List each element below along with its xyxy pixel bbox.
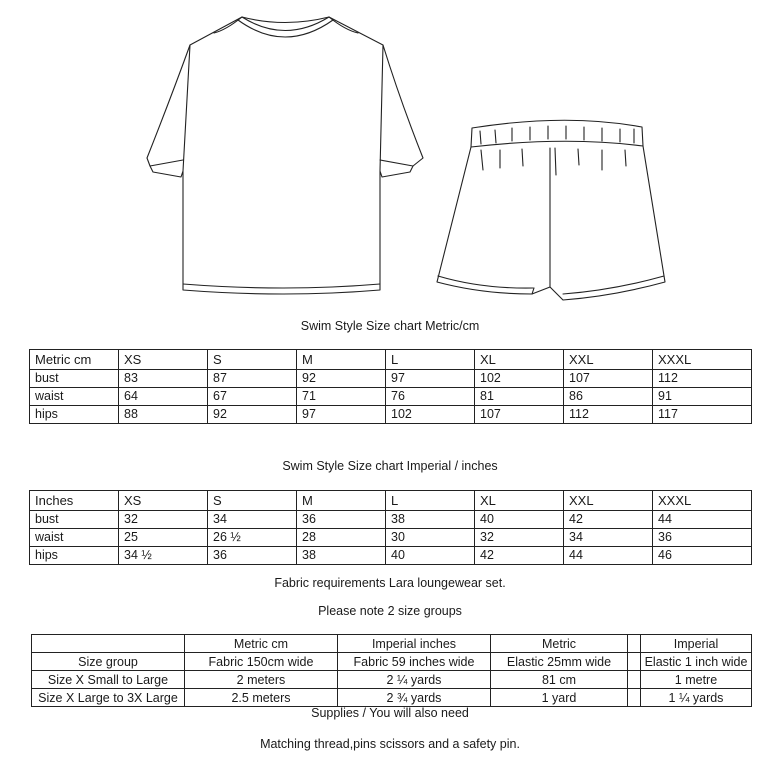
table-cell: 2 ¾ yards [338,689,491,707]
table-cell: 76 [386,388,475,406]
table-header-cell: XS [119,491,208,511]
table-cell: 36 [208,547,297,565]
table-cell [628,671,641,689]
table-header-cell: XXL [564,350,653,370]
table-cell: hips [30,406,119,424]
table-header-cell: Metric cm [185,635,338,653]
table-cell: waist [30,529,119,547]
table-cell: 112 [653,370,752,388]
table-cell: 97 [297,406,386,424]
table-cell: 28 [297,529,386,547]
table-cell: 81 cm [491,671,628,689]
table-cell: Elastic 1 inch wide [641,653,752,671]
table-row [32,653,752,671]
metric-size-table [29,349,752,424]
table-header-cell: XL [475,350,564,370]
table-cell: 112 [564,406,653,424]
table-cell: 1 yard [491,689,628,707]
table-cell: 38 [386,511,475,529]
table-cell: Fabric 150cm wide [185,653,338,671]
table-header-cell: Imperial inches [338,635,491,653]
table-cell: 83 [119,370,208,388]
fabric-requirements-table [31,634,752,707]
table-cell: 34 [208,511,297,529]
table-header-cell: S [208,491,297,511]
table-cell: 87 [208,370,297,388]
table-header-cell: XXXL [653,350,752,370]
table-header-cell: M [297,491,386,511]
table-header-cell: S [208,350,297,370]
table-cell: Fabric 59 inches wide [338,653,491,671]
table-header-row [30,491,752,511]
table-cell: 34 ½ [119,547,208,565]
table-row [32,671,752,689]
table-cell: 71 [297,388,386,406]
table-header-cell: XS [119,350,208,370]
table-header-cell [32,635,185,653]
supplies-text: Matching thread,pins scissors and a safety pin. [260,737,520,751]
table-header-cell: Metric [491,635,628,653]
table-cell: Size X Small to Large [32,671,185,689]
table-cell: 1 ¼ yards [641,689,752,707]
table-cell: 32 [475,529,564,547]
table-cell: 44 [653,511,752,529]
table-cell: 67 [208,388,297,406]
table-cell: 30 [386,529,475,547]
table-cell: 2.5 meters [185,689,338,707]
table-cell: bust [30,511,119,529]
table-cell: 42 [564,511,653,529]
supplies-title: Supplies / You will also need [311,706,469,720]
table-cell: 97 [386,370,475,388]
table-cell: Elastic 25mm wide [491,653,628,671]
table-header-cell: L [386,491,475,511]
table-cell: 42 [475,547,564,565]
fabric-requirements-title: Fabric requirements Lara loungewear set. [274,576,506,590]
table-cell: hips [30,547,119,565]
table-row [30,370,752,388]
table-cell: 81 [475,388,564,406]
table-cell: 34 [564,529,653,547]
table-cell: 64 [119,388,208,406]
table-header-cell: Imperial [641,635,752,653]
table-header-cell: XXXL [653,491,752,511]
table-cell: 25 [119,529,208,547]
table-row [32,689,752,707]
table-header-cell: Metric cm [30,350,119,370]
table-row [30,529,752,547]
table-cell: 107 [475,406,564,424]
table-header-row [30,350,752,370]
table-cell: 1 metre [641,671,752,689]
table-cell: 88 [119,406,208,424]
table-header-cell: L [386,350,475,370]
table-cell: 2 meters [185,671,338,689]
table-cell: 26 ½ [208,529,297,547]
table-cell: 32 [119,511,208,529]
table-cell: 102 [386,406,475,424]
table-cell: Size X Large to 3X Large [32,689,185,707]
garment-illustrations [0,0,780,310]
tshirt-illustration [147,17,423,294]
table-cell: 40 [475,511,564,529]
table-cell: Size group [32,653,185,671]
table-cell: 40 [386,547,475,565]
table-cell: 38 [297,547,386,565]
table-cell: 117 [653,406,752,424]
table-header-cell: M [297,350,386,370]
table-cell: 46 [653,547,752,565]
size-groups-note: Please note 2 size groups [318,604,462,618]
table-cell: 92 [208,406,297,424]
table-header-cell [628,635,641,653]
table-cell: 102 [475,370,564,388]
shorts-illustration [437,120,665,300]
table-cell: 44 [564,547,653,565]
table-row [30,511,752,529]
table-header-cell: XL [475,491,564,511]
table-header-row [32,635,752,653]
table-cell [628,653,641,671]
table-row [30,547,752,565]
table-cell: bust [30,370,119,388]
table-header-cell: Inches [30,491,119,511]
table-cell: 86 [564,388,653,406]
table-header-cell: XXL [564,491,653,511]
imperial-chart-title: Swim Style Size chart Imperial / inches [282,459,498,473]
imperial-size-table [29,490,752,565]
metric-chart-title: Swim Style Size chart Metric/cm [300,319,480,333]
table-row [30,406,752,424]
table-cell [628,689,641,707]
table-cell: 36 [297,511,386,529]
table-cell: 92 [297,370,386,388]
table-cell: 36 [653,529,752,547]
table-row [30,388,752,406]
table-cell: 2 ¼ yards [338,671,491,689]
table-cell: 107 [564,370,653,388]
table-cell: 91 [653,388,752,406]
table-cell: waist [30,388,119,406]
